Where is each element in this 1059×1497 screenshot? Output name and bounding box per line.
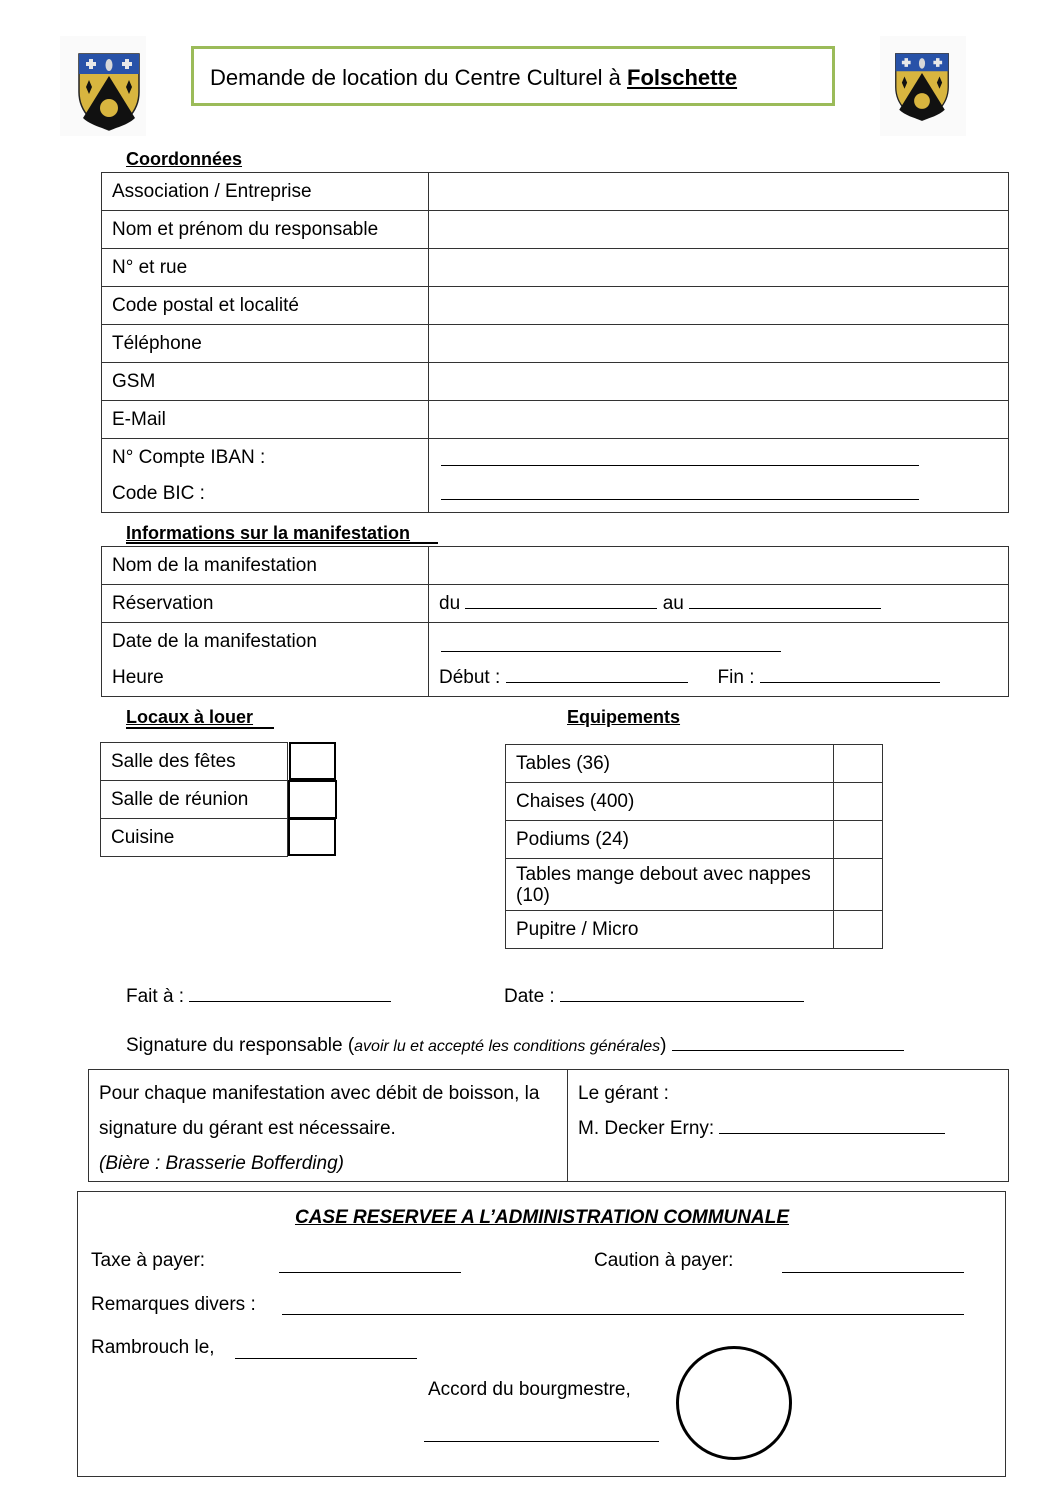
responsible-name-field[interactable] [429,211,1009,249]
association-field[interactable] [429,173,1009,211]
table-row [102,325,1009,363]
bic-field[interactable] [441,498,919,500]
table-row [102,439,1009,513]
manager-cell [568,1070,1009,1182]
equipment-label: Podiums (24) [506,821,834,859]
note-line: Pour chaque manifestation avec débit de boisson, la [99,1083,540,1104]
remarks-row [91,1294,256,1316]
row-label: Nom et prénom du responsable [102,211,429,249]
start-label: Début : [439,666,501,688]
place-date-label: Rambrouch le, [91,1337,215,1358]
table-row [506,783,883,821]
section-heading-manifestation: Informations sur la manifestation [126,523,411,543]
manager-title: Le gérant : [578,1083,669,1104]
table-row [506,821,883,859]
note-brewery: (Bière : Brasserie Bofferding) [99,1153,344,1174]
equipment-quantity-field[interactable] [834,821,883,859]
table-row [102,173,1009,211]
locaux-table [100,742,288,857]
table-row [102,585,1009,623]
stamp-circle [676,1346,792,1460]
heading-underline [126,542,438,544]
mayor-label: Accord du bourgmestre, [428,1379,631,1400]
beverage-note-cell [89,1070,568,1182]
title-prefix: Demande de location du Centre Culturel à [210,65,628,90]
table-row [102,547,1009,585]
place-date-field[interactable] [235,1357,417,1359]
bic-label: Code BIC : [112,482,205,504]
date-hour-fields [429,623,1009,697]
checkbox-cuisine[interactable] [288,818,336,856]
date-label: Date de la manifestation [112,630,317,652]
place-label: Fait à : [126,986,185,1007]
room-label: Salle de réunion [101,781,288,819]
signature-label: Signature du responsable ( [126,1035,355,1056]
postal-code-field[interactable] [429,287,1009,325]
table-row [102,363,1009,401]
equipements-table [505,744,883,949]
reservation-from-field[interactable] [465,607,657,609]
date-row [504,986,804,1008]
equipment-quantity-field[interactable] [834,783,883,821]
table-row [102,249,1009,287]
row-label: GSM [102,363,429,401]
table-row [101,819,288,857]
bank-fields-cell [429,439,1009,513]
table-row [102,623,1009,697]
checkbox-salle-des-fetes[interactable] [289,742,336,780]
mayor-signature-field[interactable] [424,1440,659,1442]
row-label: E-Mail [102,401,429,439]
signature-close: ) [660,1035,667,1056]
title-place: Folschette [627,65,738,90]
note-line: signature du gérant est nécessaire. [99,1118,396,1139]
street-field[interactable] [429,249,1009,287]
date-field[interactable] [560,1000,804,1002]
heading-underline [126,727,274,729]
date-hour-labels [102,623,429,697]
gsm-field[interactable] [429,363,1009,401]
place-date-row [91,1337,215,1359]
equipment-label: Tables mange debout avec nappes (10) [506,859,834,911]
signature-field[interactable] [672,1049,904,1051]
row-label: Association / Entreprise [102,173,429,211]
equipment-quantity-field[interactable] [834,859,883,911]
equipment-label: Chaises (400) [506,783,834,821]
room-label: Salle des fêtes [101,743,288,781]
place-field[interactable] [189,1000,391,1002]
end-label: Fin : [717,666,755,688]
reservation-to-field[interactable] [689,607,881,609]
tax-row [91,1250,205,1272]
admin-box [77,1191,1006,1477]
iban-label: N° Compte IBAN : [112,446,266,468]
iban-field[interactable] [441,464,919,466]
phone-field[interactable] [429,325,1009,363]
section-heading-equipements: Equipements [567,707,681,727]
signature-row [126,1035,904,1057]
email-field[interactable] [429,401,1009,439]
signature-note: avoir lu et accepté les conditions générales [354,1038,661,1055]
deposit-label: Caution à payer: [594,1250,734,1271]
row-label: Téléphone [102,325,429,363]
room-label: Cuisine [101,819,288,857]
deposit-row [594,1250,733,1272]
reservation-cell [429,585,1009,623]
event-name-field[interactable] [429,547,1009,585]
end-time-field[interactable] [760,681,940,683]
manifestation-table [101,546,1009,697]
crest-logo-left [77,52,141,132]
gerant-table [88,1069,1009,1182]
table-row [101,781,288,819]
manager-name: M. Decker Erny: [578,1118,715,1139]
remarks-label: Remarques divers : [91,1294,256,1315]
row-label: Code postal et localité [102,287,429,325]
tax-label: Taxe à payer: [91,1250,206,1271]
hour-label: Heure [112,666,164,688]
table-row [506,859,883,911]
title-box [191,46,835,106]
remarks-field[interactable] [282,1313,964,1315]
table-row [101,743,288,781]
to-label: au [662,592,684,614]
deposit-field[interactable] [782,1271,964,1273]
admin-heading: CASE RESERVEE A L’ADMINISTRATION COMMUNALE [294,1207,789,1228]
row-label: Réservation [102,585,429,623]
table-row [506,745,883,783]
section-heading-coordonnees: Coordonnées [126,149,243,169]
table-row [89,1070,1009,1182]
manager-signature-field[interactable] [719,1132,945,1134]
page-title [210,65,737,91]
checkbox-salle-de-reunion[interactable] [288,780,337,819]
from-label: du [439,592,461,614]
equipment-quantity-field[interactable] [834,911,883,949]
section-heading-locaux: Locaux à louer [126,707,254,727]
bank-labels-cell [102,439,429,513]
crest-logo-right [892,52,952,122]
coordonnees-table [101,172,1009,513]
table-row [102,401,1009,439]
equipment-quantity-field[interactable] [834,745,883,783]
table-row [102,211,1009,249]
tax-field[interactable] [279,1271,461,1273]
event-date-field[interactable] [441,650,781,652]
row-label: N° et rue [102,249,429,287]
date-label: Date : [504,986,555,1007]
table-row [506,911,883,949]
equipment-label: Pupitre / Micro [506,911,834,949]
row-label: Nom de la manifestation [102,547,429,585]
table-row [102,287,1009,325]
equipment-label: Tables (36) [506,745,834,783]
start-time-field[interactable] [506,681,688,683]
fait-a-row [126,986,391,1008]
